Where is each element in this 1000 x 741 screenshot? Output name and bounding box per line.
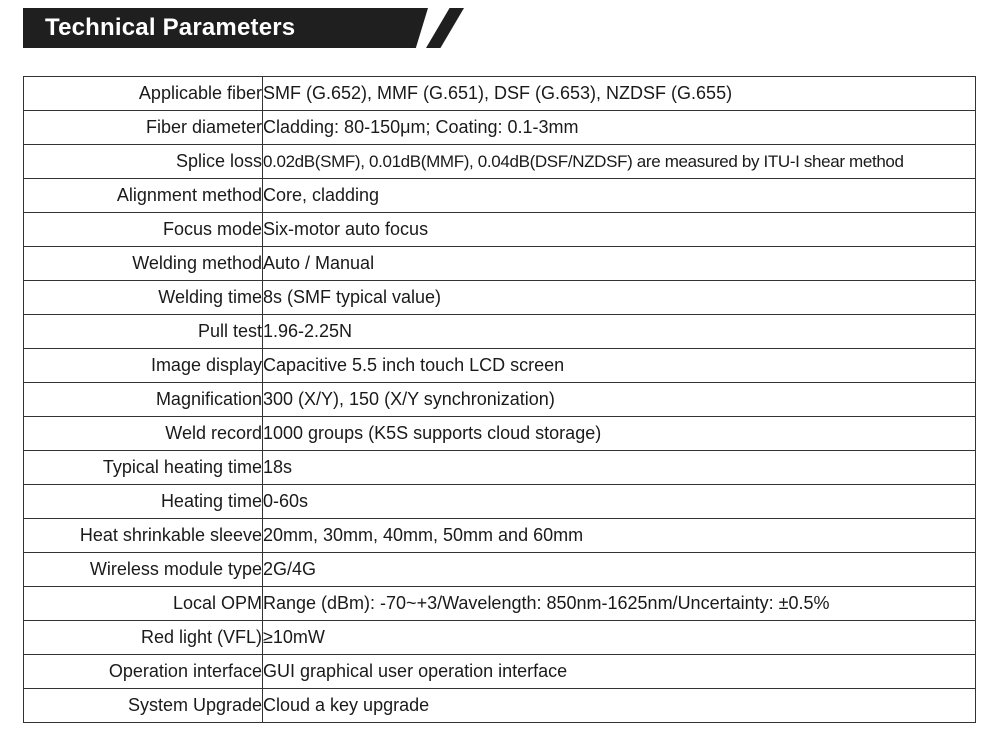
- table-row: [24, 77, 976, 111]
- table-row: [24, 247, 976, 281]
- spec-label: Heat shrinkable sleeve: [24, 519, 263, 553]
- spec-value: 1.96-2.25N: [263, 315, 976, 349]
- spec-label: Fiber diameter: [24, 111, 263, 145]
- spec-label: Local OPM: [24, 587, 263, 621]
- spec-value: Six-motor auto focus: [263, 213, 976, 247]
- spec-value: 2G/4G: [263, 553, 976, 587]
- spec-value: 1000 groups (K5S supports cloud storage): [263, 417, 976, 451]
- spec-value: Cladding: 80-150μm; Coating: 0.1-3mm: [263, 111, 976, 145]
- page-title: Technical Parameters: [45, 14, 296, 41]
- table-row: [24, 383, 976, 417]
- table-row: [24, 621, 976, 655]
- spec-label: Weld record: [24, 417, 263, 451]
- spec-label: Focus mode: [24, 213, 263, 247]
- table-row: [24, 451, 976, 485]
- table-row: [24, 655, 976, 689]
- header-slash-decoration: [426, 8, 464, 48]
- spec-value: 8s (SMF typical value): [263, 281, 976, 315]
- spec-value: Range (dBm): -70~+3/Wavelength: 850nm-1625nm/Uncertainty: ±0.5%: [263, 587, 976, 621]
- table-row: [24, 111, 976, 145]
- spec-label: Red light (VFL): [24, 621, 263, 655]
- spec-label: Wireless module type: [24, 553, 263, 587]
- spec-label: Typical heating time: [24, 451, 263, 485]
- spec-value: 300 (X/Y), 150 (X/Y synchronization): [263, 383, 976, 417]
- spec-value: GUI graphical user operation interface: [263, 655, 976, 689]
- spec-label: Pull test: [24, 315, 263, 349]
- table-row: [24, 315, 976, 349]
- spec-label: Heating time: [24, 485, 263, 519]
- spec-label: Alignment method: [24, 179, 263, 213]
- spec-label: Welding method: [24, 247, 263, 281]
- spec-value: Cloud a key upgrade: [263, 689, 976, 723]
- spec-label: Splice loss: [24, 145, 263, 179]
- spec-label: Welding time: [24, 281, 263, 315]
- spec-value: Capacitive 5.5 inch touch LCD screen: [263, 349, 976, 383]
- spec-value: ≥10mW: [263, 621, 976, 655]
- spec-value: 0.02dB(SMF), 0.01dB(MMF), 0.04dB(DSF/NZDSF) are measured by ITU-I shear method: [263, 145, 976, 179]
- table-row: [24, 417, 976, 451]
- spec-label: Image display: [24, 349, 263, 383]
- spec-value: 20mm, 30mm, 40mm, 50mm and 60mm: [263, 519, 976, 553]
- spec-value: Auto / Manual: [263, 247, 976, 281]
- table-row: [24, 689, 976, 723]
- table-row: [24, 349, 976, 383]
- spec-value: 0-60s: [263, 485, 976, 519]
- table-row: [24, 553, 976, 587]
- table-row: [24, 213, 976, 247]
- table-row: [24, 587, 976, 621]
- table-row: [24, 519, 976, 553]
- table-row: [24, 179, 976, 213]
- table-row: [24, 485, 976, 519]
- spec-label: System Upgrade: [24, 689, 263, 723]
- spec-value: SMF (G.652), MMF (G.651), DSF (G.653), NZDSF (G.655): [263, 77, 976, 111]
- table-row: [24, 145, 976, 179]
- spec-table: [23, 76, 976, 723]
- spec-value: Core, cladding: [263, 179, 976, 213]
- table-row: [24, 281, 976, 315]
- spec-label: Applicable fiber: [24, 77, 263, 111]
- spec-label: Operation interface: [24, 655, 263, 689]
- spec-value: 18s: [263, 451, 976, 485]
- spec-label: Magnification: [24, 383, 263, 417]
